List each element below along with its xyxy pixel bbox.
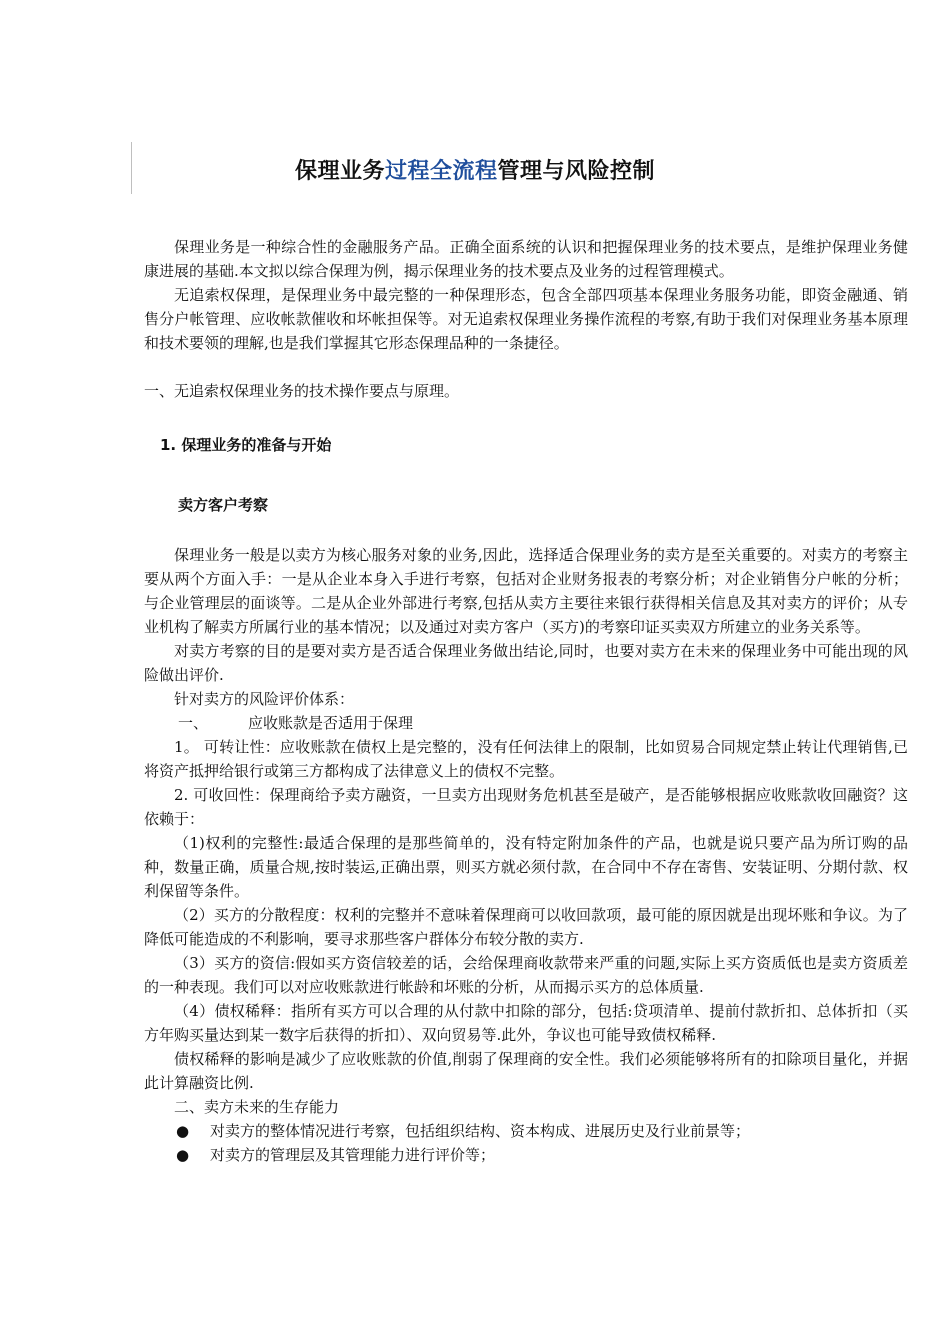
paragraph-dilution: （4）债权稀释：指所有买方可以合理的从付款中扣除的部分，包括:贷项清单、提前付款折扣、总体折扣（买方年购买量达到某一数字后获得的折扣）、双向贸易等.此外，争议也可能导致债权稀释. [144, 1002, 908, 1044]
bullet-text: 对卖方的整体情况进行考察，包括组织结构、资本构成、进展历史及行业前景等； [210, 1122, 751, 1140]
bullet-text: 对卖方的管理层及其管理能力进行评价等； [210, 1146, 496, 1164]
paragraph-buyer-credit: （3）买方的资信:假如买方资信较差的话，会给保理商收款带来严重的问题,实际上买方资质低也是卖方资质差的一种表现。我们可以对应收账款进行帐龄和坏账的分析，从而揭示买方的总体质量. [144, 954, 908, 996]
title-part3: 管理与风险控制 [497, 159, 656, 184]
intro-paragraph-1: 保理业务是一种综合性的金融服务产品。正确全面系统的认识和把握保理业务的技术要点，是维护保理业务健康进展的基础.本文拟以综合保理为例，揭示保理业务的技术要点及业务的过程管理模式。 [144, 238, 908, 280]
bullet-icon: ● [176, 1146, 190, 1164]
title-part1: 保理业务 [294, 159, 385, 184]
item-heading-2: 二、卖方未来的生存能力 [174, 1098, 340, 1116]
item-text: 应收账款是否适用于保理 [248, 714, 414, 732]
paragraph-buyer-dispersion: （2）买方的分散程度：权利的完整并不意味着保理商可以收回款项，最可能的原因就是出现坏账和争议。为了降低可能造成的不利影响，要寻求那些客户群体分布较分散的卖方. [144, 906, 908, 948]
subheading-preparation: 1. 保理业务的准备与开始 [160, 436, 332, 454]
paragraph-transferability: 1。 可转让性：应收账款在债权上是完整的，没有任何法律上的限制，比如贸易合同规定禁止转让代理销售,已将资产抵押给银行或第三方都构成了法律意义上的债权不完整。 [144, 738, 908, 780]
paragraph-rights-integrity: （1)权利的完整性:最适合保理的是那些简单的，没有特定附加条件的产品，也就是说只要产品为所订购的品种，数量正确，质量合规,按时装运,正确出票，则买方就必须付款，在合同中不存在寄售、安装证明、分期付款、权利保留等条件。 [144, 834, 908, 900]
bullet-icon: ● [176, 1122, 190, 1140]
paragraph-dilution-impact: 债权稀释的影响是减少了应收账款的价值,削弱了保理商的安全性。我们必须能够将所有的扣除项目量化，并据此计算融资比例. [144, 1050, 908, 1092]
bullet-item [144, 1119, 908, 1143]
paragraph-risk-system: 针对卖方的风险评价体系： [174, 690, 355, 708]
item-heading-1 [144, 711, 908, 735]
item-number: 一、 [178, 714, 209, 732]
intro-paragraph-2: 无追索权保理，是保理业务中最完整的一种保理形态，包含全部四项基本保理业务服务功能，即资金融通、销售分户帐管理、应收帐款催收和坏帐担保等。对无追索权保理业务操作流程的考察,有助于我们对保理业务基本原理和技术要领的理解,也是我们掌握其它形态保理品种的一条捷径。 [144, 286, 908, 352]
paragraph-recoverability: 2. 可收回性：保理商给予卖方融资，一旦卖方出现财务危机甚至是破产，是否能够根据应收账款收回融资？这依赖于： [144, 786, 908, 828]
section-heading-1: 一、无追索权保理业务的技术操作要点与原理。 [144, 382, 460, 400]
document-body [144, 235, 908, 1167]
subheading-seller-review: 卖方客户考察 [178, 496, 269, 514]
page-title [0, 154, 950, 185]
paragraph-review-purpose: 对卖方考察的目的是要对卖方是否适合保理业务做出结论,同时，也要对卖方在未来的保理业务中可能出现的风险做出评价. [144, 642, 908, 684]
paragraph-seller-review: 保理业务一般是以卖方为核心服务对象的业务,因此，选择适合保理业务的卖方是至关重要的。对卖方的考察主要从两个方面入手：一是从企业本身入手进行考察，包括对企业财务报表的考察分析；对企业销售分户帐的分析；与企业管理层的面谈等。二是从企业外部进行考察,包括从卖方主要往来银行获得相关信息及其对卖方的评价；从专业机构了解卖方所属行业的基本情况；以及通过对卖方客户（买方)的考察印证买卖双方所建立的业务关系等。 [144, 546, 908, 636]
bullet-item [144, 1143, 908, 1167]
title-highlight: 过程全流程 [384, 159, 498, 184]
